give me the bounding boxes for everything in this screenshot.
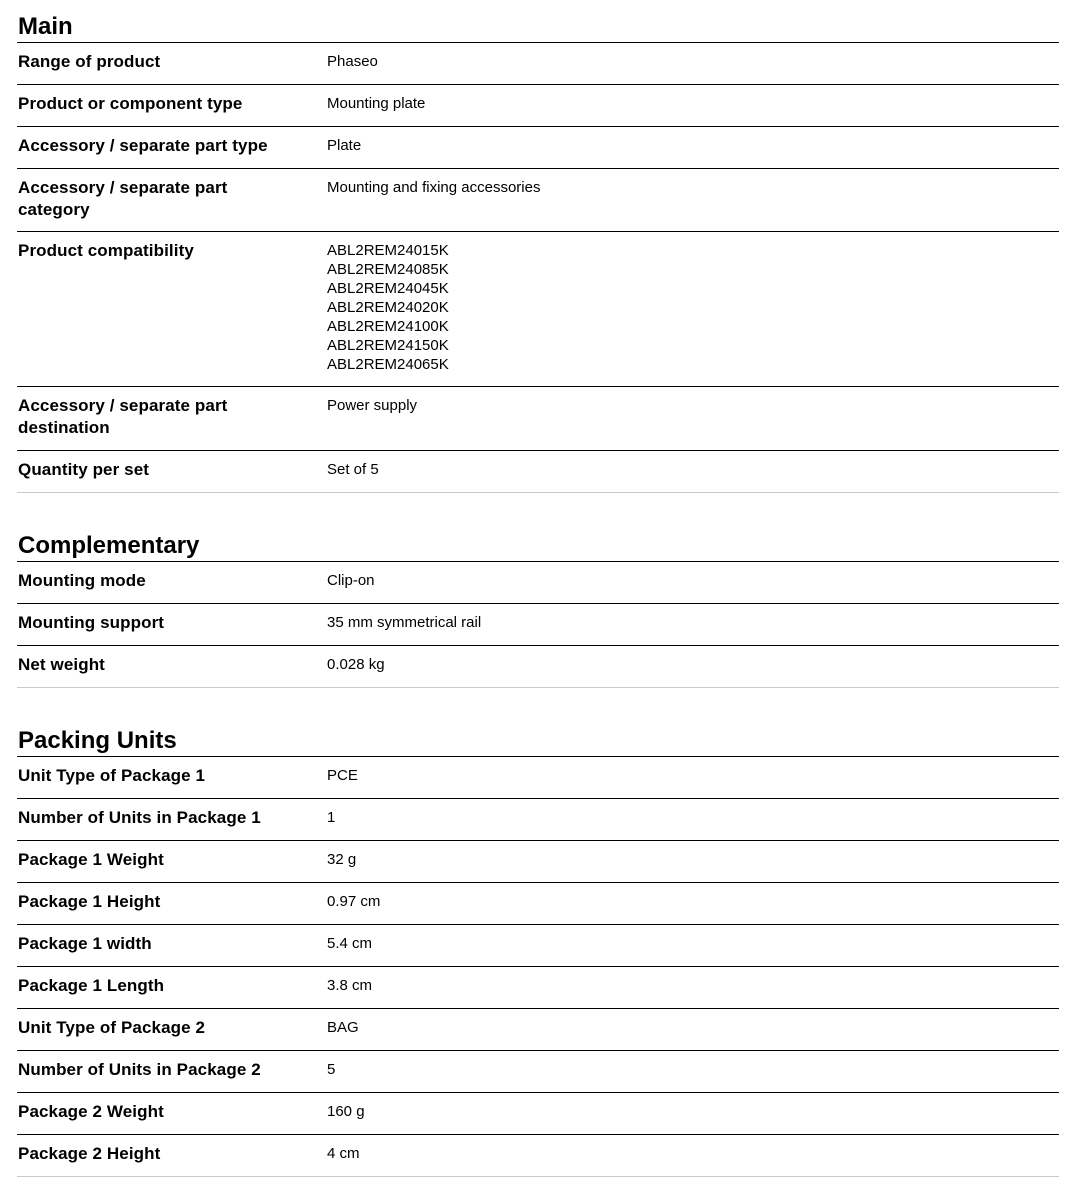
spec-value-line: Clip-on xyxy=(327,572,375,589)
spec-label: Product compatibility xyxy=(18,241,194,260)
spec-value-line: 35 mm symmetrical rail xyxy=(327,614,482,631)
section-title: Main xyxy=(18,13,73,40)
compatibility-item: ABL2REM24150K xyxy=(327,337,449,354)
spec-row xyxy=(17,604,1059,646)
section-complementary xyxy=(17,531,1059,688)
spec-value-line: 4 cm xyxy=(327,1145,360,1162)
spec-row xyxy=(17,799,1059,841)
spec-label: Package 2 Weight xyxy=(18,1102,164,1121)
spec-value xyxy=(327,43,1059,84)
spec-value xyxy=(327,799,1059,840)
spec-label: Package 1 width xyxy=(18,934,152,953)
spec-row xyxy=(17,387,1059,451)
spec-value xyxy=(327,1051,1059,1092)
spec-value xyxy=(327,967,1059,1008)
spec-value xyxy=(327,604,1059,645)
spec-value-line: Mounting plate xyxy=(327,95,426,112)
spec-value-line: 160 g xyxy=(327,1103,365,1120)
spec-value xyxy=(327,841,1059,882)
compatibility-item: ABL2REM24065K xyxy=(327,356,449,373)
spec-label: Package 1 Length xyxy=(18,976,165,995)
spec-label: Mounting mode xyxy=(18,571,146,590)
spec-label: Number of Units in Package 1 xyxy=(18,808,261,827)
spec-value xyxy=(327,85,1059,126)
spec-value xyxy=(327,1093,1059,1134)
spec-value-line: 5 xyxy=(327,1061,336,1078)
spec-row xyxy=(17,1051,1059,1093)
spec-label: Package 1 Weight xyxy=(18,850,164,869)
spec-row xyxy=(17,757,1059,799)
section-title: Complementary xyxy=(18,532,200,559)
spec-value-line: Phaseo xyxy=(327,53,378,70)
spec-value xyxy=(327,646,1059,687)
spec-value-line: 32 g xyxy=(327,851,357,868)
spec-row xyxy=(17,232,1059,387)
spec-row xyxy=(17,127,1059,169)
spec-row xyxy=(17,562,1059,604)
spec-label: Product or component type xyxy=(18,94,243,113)
spec-value xyxy=(327,232,1059,386)
spec-row xyxy=(17,841,1059,883)
spec-label: Net weight xyxy=(18,655,105,674)
spec-label: Quantity per set xyxy=(18,460,150,479)
spec-value xyxy=(327,757,1059,798)
spec-label: Range of product xyxy=(18,52,161,71)
spec-row xyxy=(17,925,1059,967)
spec-row xyxy=(17,451,1059,493)
spec-value xyxy=(327,169,1059,231)
section-title: Packing Units xyxy=(18,727,177,754)
spec-label: Mounting support xyxy=(18,613,165,632)
spec-label: Accessory / separate part destination xyxy=(18,396,228,437)
compatibility-item: ABL2REM24085K xyxy=(327,261,449,278)
section-main xyxy=(17,12,1059,493)
spec-value xyxy=(327,451,1059,492)
section-packing-units xyxy=(17,726,1059,1177)
spec-value xyxy=(327,883,1059,924)
spec-value-line: Power supply xyxy=(327,397,418,414)
spec-row xyxy=(17,85,1059,127)
compatibility-item: ABL2REM24045K xyxy=(327,280,449,297)
spec-label: Accessory / separate part type xyxy=(18,136,268,155)
spec-value-line: 1 xyxy=(327,809,336,826)
spec-value-line: 0.97 cm xyxy=(327,893,381,910)
spec-row xyxy=(17,169,1059,232)
spec-label: Unit Type of Package 1 xyxy=(18,766,206,785)
compatibility-item: ABL2REM24100K xyxy=(327,318,449,335)
spec-row xyxy=(17,883,1059,925)
spec-label: Accessory / separate part category xyxy=(18,178,228,219)
spec-value xyxy=(327,562,1059,603)
spec-row xyxy=(17,1135,1059,1177)
spec-label: Package 1 Height xyxy=(18,892,161,911)
spec-value xyxy=(327,1009,1059,1050)
spec-value xyxy=(327,387,1059,450)
spec-row xyxy=(17,967,1059,1009)
spec-value-line: 3.8 cm xyxy=(327,977,373,994)
spec-row xyxy=(17,43,1059,85)
spec-value-line: Set of 5 xyxy=(327,461,379,478)
spec-value xyxy=(327,1135,1059,1176)
spec-row xyxy=(17,1009,1059,1051)
spec-row xyxy=(17,646,1059,688)
spec-label: Number of Units in Package 2 xyxy=(18,1060,261,1079)
spec-value xyxy=(327,925,1059,966)
spec-row xyxy=(17,1093,1059,1135)
spec-value-line: PCE xyxy=(327,767,358,784)
spec-value-line: 0.028 kg xyxy=(327,656,385,673)
spec-value-line: Plate xyxy=(327,137,362,154)
spec-value-line: Mounting and fixing accessories xyxy=(327,179,541,196)
compatibility-item: ABL2REM24015K xyxy=(327,242,449,259)
spec-value xyxy=(327,127,1059,168)
spec-value-line: BAG xyxy=(327,1019,359,1036)
spec-label: Unit Type of Package 2 xyxy=(18,1018,206,1037)
compatibility-item: ABL2REM24020K xyxy=(327,299,449,316)
spec-value-line: 5.4 cm xyxy=(327,935,373,952)
spec-label: Package 2 Height xyxy=(18,1144,161,1163)
